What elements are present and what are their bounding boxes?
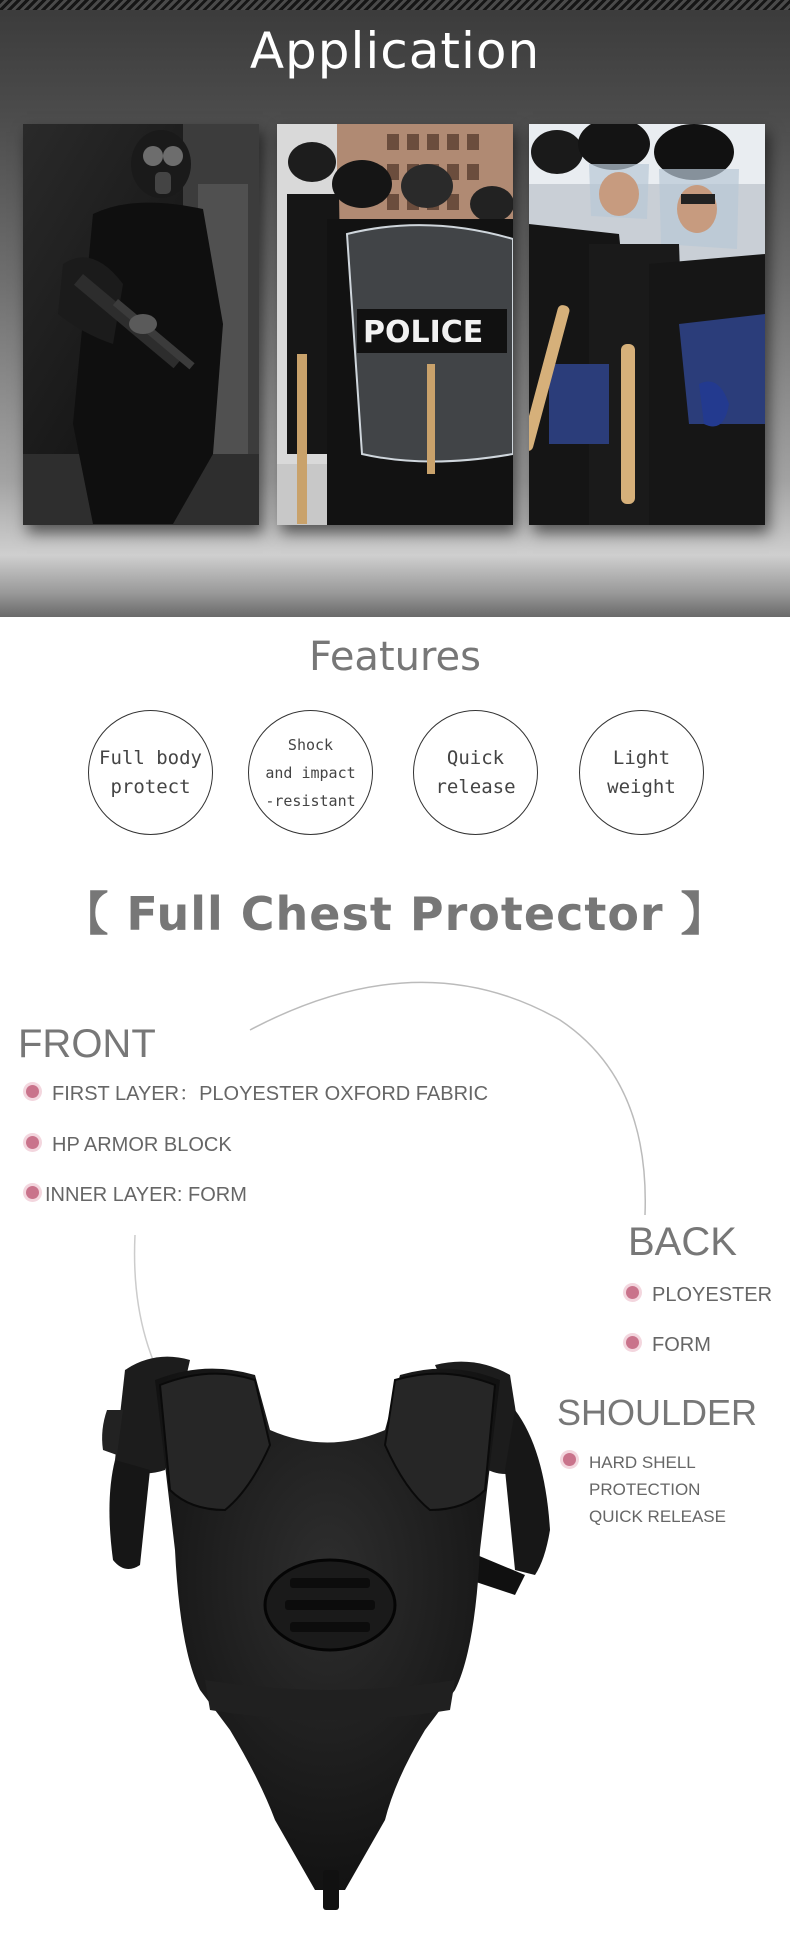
spec-text: FIRST LAYER：PLOYESTER OXFORD FABRIC xyxy=(52,1083,489,1105)
bullet-icon xyxy=(26,1136,39,1149)
front-spec-item xyxy=(26,1081,488,1108)
back-spec-item xyxy=(626,1332,711,1359)
feature-light-weight xyxy=(579,710,704,835)
bullet-icon xyxy=(26,1085,39,1098)
riot-shield-police-photo xyxy=(277,124,513,525)
front-spec-item xyxy=(26,1182,247,1209)
back-spec-item xyxy=(626,1282,772,1309)
feature-quick-release xyxy=(413,710,538,835)
feature-label: Light weight xyxy=(607,746,676,798)
svg-text:POLICE: POLICE xyxy=(363,315,484,350)
shoulder-heading: SHOULDER xyxy=(557,1392,758,1433)
spec-text: FORM xyxy=(652,1334,711,1356)
feature-full-body-protect xyxy=(88,710,213,835)
product-title: 【 Full Chest Protector 】 xyxy=(62,887,728,941)
bullet-icon xyxy=(26,1186,39,1199)
feature-shock-resistant xyxy=(248,710,373,835)
chest-protector-image xyxy=(95,1350,565,1915)
back-heading: BACK xyxy=(628,1220,737,1264)
riot-police-line-photo xyxy=(529,124,765,525)
application-title: Application xyxy=(249,22,541,80)
feature-label: Shock and impact -resistant xyxy=(265,735,356,810)
spec-text: PLOYESTER xyxy=(652,1284,773,1306)
spec-text: HP ARMOR BLOCK xyxy=(52,1134,232,1156)
gas-mask-officer-photo xyxy=(23,124,259,525)
spec-text: HARD SHELL PROTECTION QUICK RELEASE xyxy=(589,1453,726,1526)
front-spec-item xyxy=(26,1132,232,1159)
feature-label: Full body protect xyxy=(99,746,202,798)
feature-label: Quick release xyxy=(435,746,516,798)
shoulder-spec-item xyxy=(563,1449,790,1530)
bullet-icon xyxy=(626,1286,639,1299)
bullet-icon xyxy=(626,1336,639,1349)
spec-text: INNER LAYER: FORM xyxy=(45,1184,247,1206)
top-stripe xyxy=(0,0,790,10)
front-heading: FRONT xyxy=(18,1022,156,1066)
application-banner xyxy=(0,0,790,617)
features-title: Features xyxy=(309,634,481,680)
